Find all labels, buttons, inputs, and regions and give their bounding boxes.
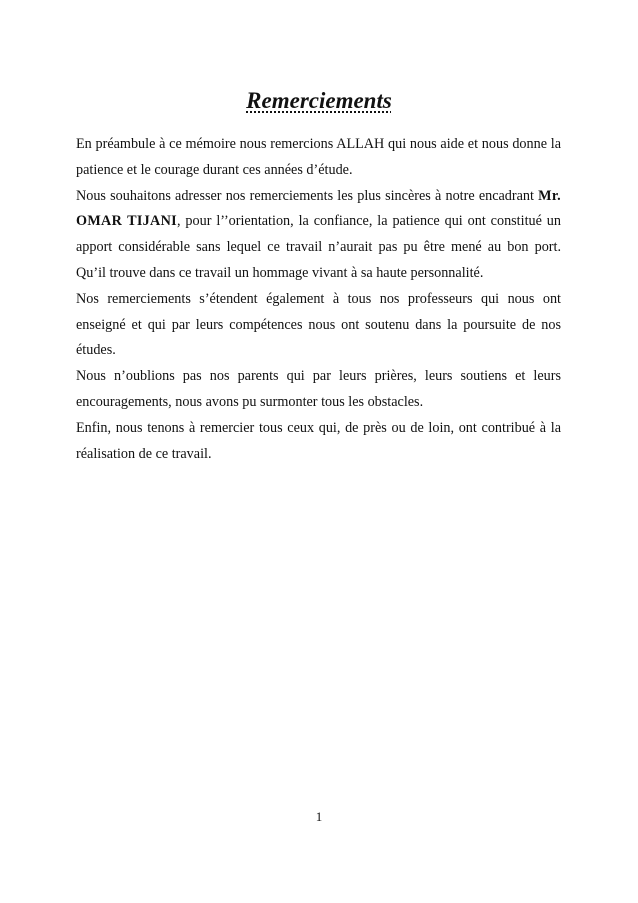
paragraph-supervisor-rest: , pour l’’orientation, la confiance, la patience qui ont constitué un apport considérable sans lequel ce travail n’aurait pas pu être mené au bon port. Qu’il trouve dans ce travail un hommage vivant à sa haute personnalité.: [76, 213, 561, 281]
page-title: [0, 86, 638, 116]
paragraph-supervisor-intro: Nous souhaitons adresser nos remerciements les plus sincères à notre encadrant: [76, 187, 539, 204]
paragraph-supervisor: [76, 184, 561, 287]
paragraph-professors: Nos remerciements s’étendent également à tous nos professeurs qui nous ont enseigné et qui par leurs compétences nous ont soutenu dans la poursuite de nos études.: [76, 290, 561, 359]
paragraph-closing: Enfin, nous tenons à remercier tous ceux qui, de près ou de loin, ont contribué à la réalisation de ce travail.: [76, 419, 561, 462]
paragraph-parents: Nous n’oublions pas nos parents qui par leurs prières, leurs soutiens et leurs encouragements, nous avons pu surmonter tous les obstacles.: [76, 368, 561, 410]
acknowledgements-body: [76, 132, 561, 467]
paragraph-preamble: En préambule à ce mémoire nous remercions ALLAH qui nous aide et nous donne la patience et le courage durant ces années d’étude.: [76, 136, 561, 178]
page-title-text: Remerciements: [246, 88, 392, 113]
page-number: 1: [315, 809, 323, 824]
supervisor-name: Mr. OMAR TIJANI: [76, 187, 561, 230]
